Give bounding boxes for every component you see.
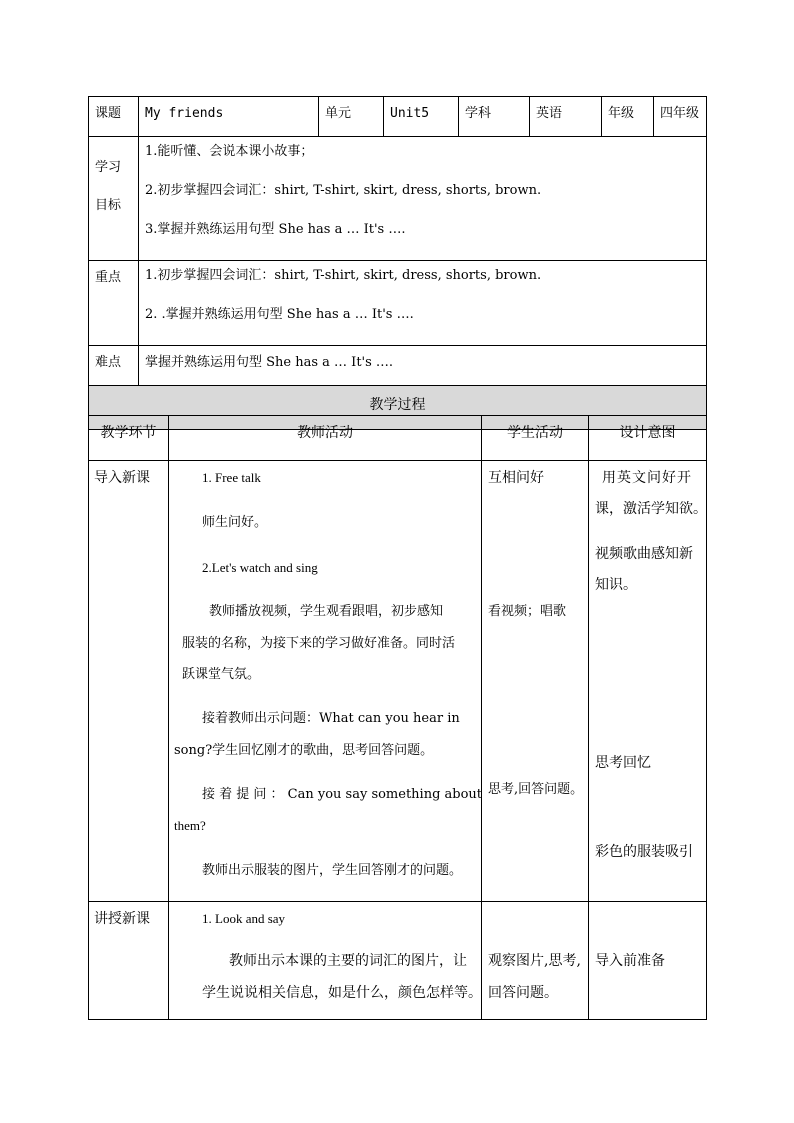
course-label: 学科 xyxy=(459,97,530,137)
design-line: 用英文问好开 xyxy=(602,470,692,486)
subject-label: 课题 xyxy=(89,97,139,137)
column-header: 学生活动 xyxy=(482,416,589,461)
design-line: 课，激活学知欲。 xyxy=(595,501,707,517)
difficult-label: 难点 xyxy=(89,346,139,386)
grade-label: 年级 xyxy=(602,97,654,137)
header-row xyxy=(89,97,707,137)
teacher-line: 跃课堂气氛。 xyxy=(182,667,261,682)
design-line: 彩色的服装吸引 xyxy=(595,844,693,860)
design-cell xyxy=(589,461,707,902)
goal-item: 2.初步掌握四会词汇：shirt, T-shirt, skirt, dress, shorts, brown. xyxy=(145,183,542,198)
process-header-row xyxy=(89,416,707,461)
design-cell xyxy=(589,902,707,1020)
goals-label-line2: 目标 xyxy=(95,198,122,213)
key-item: 1.初步掌握四会词汇：shirt, T-shirt, skirt, dress, shorts, brown. xyxy=(145,268,542,283)
key-content xyxy=(139,261,707,346)
key-item: 2. .掌握并熟练运用句型 She has a … It's …. xyxy=(145,307,414,322)
teacher-line: 教师播放视频，学生观看跟唱，初步感知 xyxy=(209,604,444,619)
stage-cell: 导入新课 xyxy=(89,461,169,902)
grade-value: 四年级 xyxy=(654,97,707,137)
teacher-line: 1. Look and say xyxy=(202,911,286,926)
subject-value: My friends xyxy=(139,97,319,137)
teacher-line: 教师出示本课的主要的词汇的图片，让 xyxy=(229,953,467,969)
student-cell xyxy=(482,461,589,902)
difficult-text: 掌握并熟练运用句型 She has a … It's …. xyxy=(139,346,707,386)
teacher-cell xyxy=(169,461,482,902)
teacher-line: 服装的名称，为接下来的学习做好准备。同时活 xyxy=(182,636,456,651)
teacher-line: 教师出示服装的图片，学生回答刚才的问题。 xyxy=(202,863,463,878)
student-line: 回答问题。 xyxy=(488,985,558,1001)
lesson-info-table xyxy=(88,96,707,430)
process-table xyxy=(88,415,707,1020)
key-label: 重点 xyxy=(89,261,139,346)
process-row xyxy=(89,461,707,902)
unit-value: Unit5 xyxy=(384,97,459,137)
teacher-line: 师生问好。 xyxy=(202,515,268,530)
student-line: 看视频；唱歌 xyxy=(488,604,567,619)
difficult-row xyxy=(89,346,707,386)
design-line: 知识。 xyxy=(595,577,637,593)
design-line: 思考回忆 xyxy=(595,755,651,771)
design-line: 视频歌曲感知新 xyxy=(595,546,693,562)
goal-item: 3.掌握并熟练运用句型 She has a … It's …. xyxy=(145,222,406,237)
goals-label xyxy=(89,137,139,261)
goal-item: 1.能听懂、会说本课小故事； xyxy=(145,144,314,159)
teacher-line: them? xyxy=(174,818,206,833)
goals-row xyxy=(89,137,707,261)
key-row xyxy=(89,261,707,346)
teacher-line: 接 着 提 问 ： Can you say something about xyxy=(202,787,483,802)
column-header: 教学环节 xyxy=(89,416,169,461)
column-header: 教师活动 xyxy=(169,416,482,461)
teacher-line: 2.Let's watch and sing xyxy=(202,560,318,575)
teacher-line: song?学生回忆刚才的歌曲，思考回答问题。 xyxy=(174,743,434,758)
student-line: 观察图片,思考, xyxy=(488,953,581,969)
design-line: 导入前准备 xyxy=(595,953,665,969)
unit-label: 单元 xyxy=(319,97,384,137)
teacher-line: 学生说说相关信息，如是什么，颜色怎样等。 xyxy=(202,985,482,1001)
student-cell xyxy=(482,902,589,1020)
goals-label-line1: 学习 xyxy=(95,160,122,175)
student-line: 思考,回答问题。 xyxy=(488,782,584,797)
teacher-cell xyxy=(169,902,482,1020)
goals-content xyxy=(139,137,707,261)
stage-cell: 讲授新课 xyxy=(89,902,169,1020)
teacher-line: 接着教师出示问题：What can you hear in xyxy=(202,711,460,726)
column-header: 设计意图 xyxy=(589,416,707,461)
student-line: 互相问好 xyxy=(488,470,544,486)
teacher-line: 1. Free talk xyxy=(202,470,261,485)
process-row xyxy=(89,902,707,1020)
course-value: 英语 xyxy=(530,97,602,137)
process-title: 教学过程 xyxy=(89,386,707,430)
